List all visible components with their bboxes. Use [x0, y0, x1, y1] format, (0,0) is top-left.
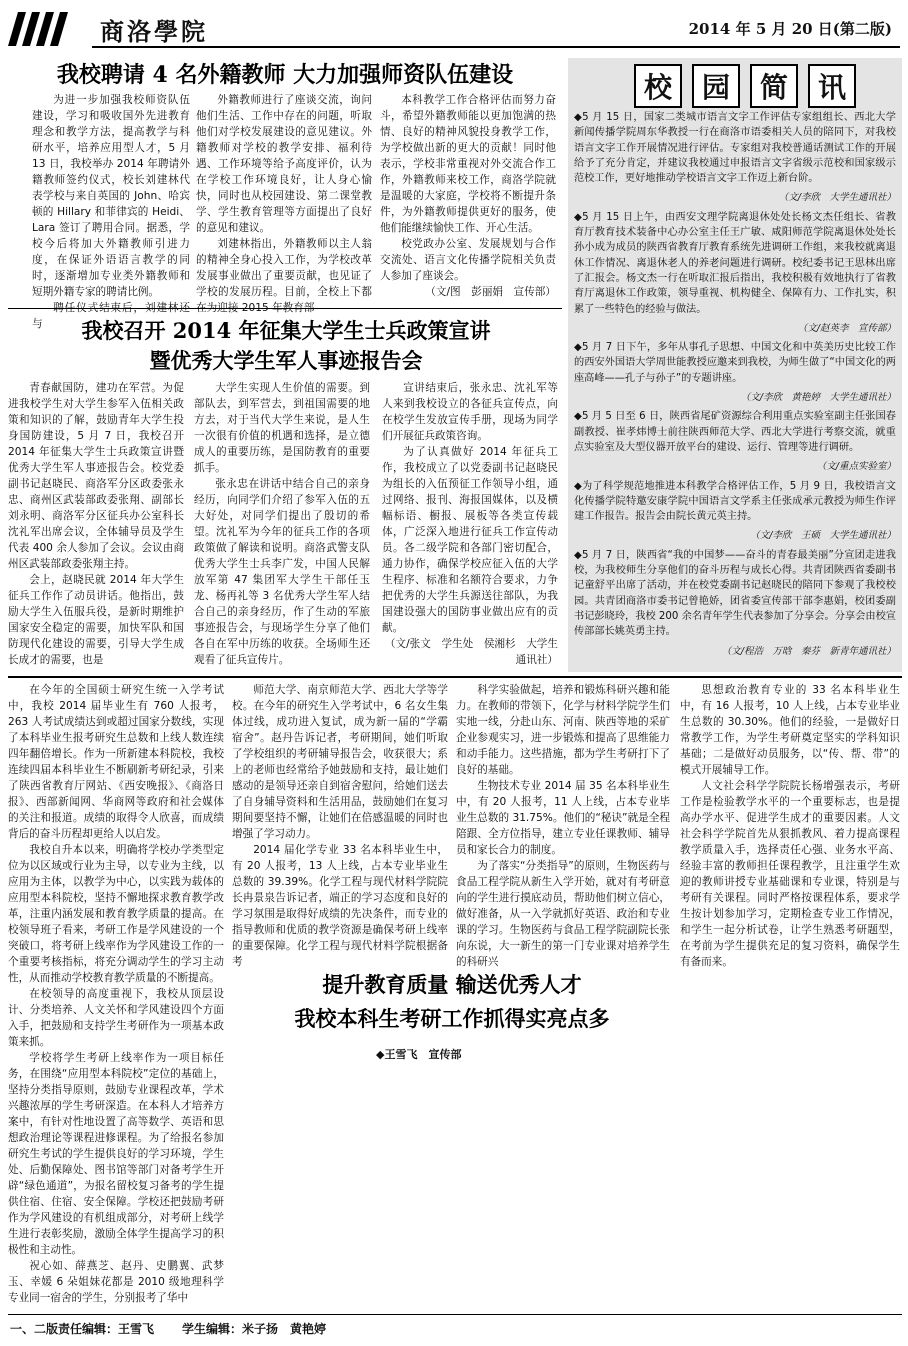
sidebar-title-char: 讯 [808, 64, 856, 108]
article3-paragraph: 学校将学生考研上线率作为一项目标任务，在围绕“应用型本科院校”定位的基础上，坚持分类指导原则，鼓励专业课程改革，学术兴趣浓厚的学生考研深造。在本科人才培养方案中，有针对性地设置了高等数学、英语和思想政治理论等课程进修课程。为了给报名参加研究生考试的学生提供良好的学习环境，学生处、后勤保障处、图书馆等部门对备考学生开辟“绿色通道”，为报名留校复习备考的学生提供住宿、住宿、安全保障。学校还把鼓励考研作为学风建设的有机组成部分，对考研上线学生进行表彰奖励，激励全体学生提高学习的积极性和主动性。 [8, 1052, 224, 1256]
page-header [8, 10, 900, 48]
article2-column [382, 380, 558, 670]
article2-title-line: 暨优秀大学生军人事迹报告会 [149, 348, 423, 373]
article3-paragraph: 人文社会科学学院院长杨增强表示，考研工作是检验教学水平的一个重要标志，也是提高办学水平、促进学生成才的重要因素。人文社会科学学院首先从狠抓教风、着力提高课程教学质量入手，选择责任心强、业务水平高、经验丰富的教师担任课程教学，且注重学生欢迎的教师讲授专业基础课和专业课，特别是与考研有关课程。同时严格按课程体系，要求学生按计划参加学习，定期检查专业工作情况，和学生一起分析试卷，让学生熟悉考研题型，在考前为学生提供充足的复习资料，确保学生有备而来。 [680, 780, 900, 968]
issue-date: 2014 年 5 月 20 日(第二版) [688, 20, 892, 38]
news-source: （文/重点实验室） [816, 461, 896, 473]
article1-paragraph: 刘建林指出，外籍教师以主人翁的精神全身心投入工作，为学校改革发展事业做出了重要贡献，也见证了学校的发展历程。目前，全校上下都在为迎接 2015 年教育部 [196, 238, 372, 314]
article1-paragraph: 外籍教师进行了座谈交流，询问他们生活、工作中存在的问题，听取他们对学校发展建设的意见建议。外籍教师对学校的教学安排、福利待遇、工作环境等给予高度评价，认为在学校工作环境良好，让人身心愉快，同时也从校园建设、第二课堂教学、学生教育管理等方面提出了良好的意见和建议。 [196, 94, 372, 234]
article2-title [10, 316, 562, 376]
campus-news-sidebar [568, 58, 902, 672]
article3-continuation [232, 1066, 670, 1312]
article1-signature: （文/图 彭丽娟 宣传部） [425, 286, 556, 298]
footer-student-editors: 学生编辑：米子扬 黄艳婷 [182, 1322, 327, 1336]
news-item: ◆5 月 7 日，陕西省“我的中国梦——奋斗的青春最美丽”分宣团走进我校，为我校师生分享他们的奋斗历程与成长心得。共青团陕西省委副书记童舒平出席了活动，并在校党委副书记赵晓民的陪同下参观了我校校园。共青团商洛市委书记曾艳娇，团省委宣传部干部李惠娟，校团委副书记彭晓玲，我校 200 余名青年学生代表参加了分享会。分享会由校宣传部部长姚英勇主持。 [574, 549, 896, 638]
article3-paragraph: 为了落实“分类指导”的原则，生物医药与食品工程学院从新生入学开始，就对有考研意向的学生进行摸底动员，帮助他们树立信心，做好准备，从一入学就抓好英语、政治和专业课的学习。生物医药与食品工程学院副院长张向东说，大一新生的第一门专业课对培养学生的科研兴 [456, 860, 670, 968]
news-source: （文/李欣 黄艳婷 大学生通讯社） [740, 392, 896, 404]
header-rule [92, 46, 900, 48]
article3-column [8, 682, 224, 1312]
section-divider [8, 308, 562, 309]
article3-byline: ◆王雪飞 宣传部 [376, 1048, 462, 1061]
news-item: ◆5 月 15 日上午，由西安文理学院离退休处处长杨文杰任组长、省教育厅教育技术装备中心办公室主任王广敏、咸阳师范学院离退休处处长孙小成为成员的陕西省教育厅教育系统先进调研工作组，来我校就离退休工作情况、离退休老人的养老问题进行调研。校纪委书记王思林出席了汇报会。杨文杰一行在听取汇报后指出，我校积极有效地执行了省教育厅离退休工作政策，领导重视、机构健全、保障有力、工作扎实，积累了一些特色的经验与做法。 [574, 211, 896, 315]
article1-column [196, 92, 372, 314]
article3-column [456, 682, 670, 968]
sidebar-title-char: 简 [750, 64, 798, 108]
sidebar-title-char: 园 [692, 64, 740, 108]
article2-paragraph: 宣讲结束后，张永忠、沈礼军等人来到我校设立的各征兵宣传点，向在校学生发放宣传手册，现场为同学们开展征兵政策咨询。 [382, 382, 558, 442]
article2-signature: （文/张文 学生处 侯湘杉 大学生通讯社） [384, 638, 558, 666]
news-item: ◆5 月 15 日，国家二类城市语言文字工作评估专家组组长、西北大学新闻传播学院周东华教授一行在商洛市语委相关人员的陪同下，对我校语言文字工作开展情况进行评估。专家组对我校普通话测试工作的开展给予了充分肯定，并建议我校通过申报语言文字省级示范校和国家级示范校工作，更好地推动学校语言文字工作迈上新台阶。 [574, 112, 896, 185]
article1-title: 我校聘请 4 名外籍教师 大力加强师资队伍建设 [56, 62, 514, 88]
sidebar-news-list [574, 110, 896, 663]
article2-column [8, 380, 184, 670]
article1-column [32, 92, 190, 330]
article1-paragraph: 聘任仪式结束后，刘建林还与 [32, 302, 190, 330]
article2-paragraph: 青春献国防，建功在军营。为促进我校学生对大学生参军入伍相关政策和知识的了解，鼓励青年大学生投身国防建设，5 月 7 日，我校召开 2014 年征集大学生士兵政策宣讲暨优秀大学生军人事迹报告会。校党委副书记赵晓民、商洛军分区政委张永忠、商州区武装部政委张翔、副部长刘永明、商洛军分区征兵办公室科长沈礼军出席会议，全体辅导员及学生代表 400 余人参加了会议。会议由商州区武装部政委张翔主持。 [8, 382, 184, 570]
news-item: ◆5 月 5 日至 6 日，陕西省尾矿资源综合利用重点实验室副主任张国春副教授、崔孝炜博士前往陕西师范大学、西北大学进行考察交流，就重点实验室及大型仪器开放平台的建设、运行、管理等进行调研。 [574, 411, 896, 453]
page-footer [10, 1320, 326, 1337]
article1-paragraph: 校党政办公室、发展规划与合作交流处、语言文化传播学院相关负责人参加了座谈会。 [380, 238, 556, 282]
article3-paragraph: 2014 届化学专业 33 名本科毕业生中，有 20 人报考，13 人上线，占本专业毕业生总数的 39.39%。化学工程与现代材料学院院长冉景泉告诉记者，端正的学习态度和良好的学习氛围是取得好成绩的先决条件，而专业的指导教师和优质的教学资源是确保考研上线率的重要保障。化学工程与现代材料学院根据备考 [232, 844, 448, 968]
section-divider [8, 676, 902, 678]
article2-paragraph: 张永忠在讲话中结合自己的亲身经历，向同学们介绍了参军入伍的五大好处，对同学们提出了殷切的希望。沈礼军为今年的征兵工作的各项政策做了解读和说明。商洛武警支队优秀大学生士兵李广发，中国人民解放军第 47 集团军大学生干部任玉龙、杨再礼等 3 名优秀大学生军人结合自己的亲身经历，作了生动的军旅事迹报告会，与现场学生分享了他们各自在军中历练的收获。全场师生还观看了征兵宣传片。 [194, 478, 370, 666]
sidebar-title-char: 校 [634, 64, 682, 108]
article3-paragraph: 生物技术专业 2014 届 35 名本科毕业生中，有 20 人报考，11 人上线，占本专业毕业生总数的 31.75%。他们的“秘诀”就是全程陪跟、全方位指导，建立专业任课教师、辅导员和家长合力的制度。 [456, 780, 670, 856]
article2-title-line: 我校召开 2014 年征集大学生士兵政策宣讲 [81, 318, 491, 343]
article3-paragraph: 在今年的全国硕士研究生统一入学考试中，我校 2014 届毕业生有 760 人报考，263 人考试成绩达到或超过国家分数线，实现了本科毕业生报考研究生总数和上线人数连续四年翻倍增长。作为一所新建本科院校，我校连续四届本科毕业生不断刷新考研纪录，引来了陕西省教育厅网站、《西安晚报》、《商洛日报》、西部新闻网、华商网等政府和社会媒体的关注和报道。成绩的取得令人欣喜，而成绩背后的奋斗历程却更给人以启发。 [8, 684, 224, 840]
masthead-stripes-icon [8, 12, 92, 46]
news-source: （文/程浩 万晗 秦芬 新青年通讯社） [721, 645, 896, 657]
article1-column [380, 92, 556, 302]
article3-paragraph: 思想政治教育专业的 33 名本科毕业生中，有 16 人报考，10 人上线，占本专业毕业生总数的 30.30%。他们的经验，一是做好日常教学工作，为学生考研奠定坚实的学科知识基础；二是做好动员服务，以“传、帮、带”的模式开展辅导工作。 [680, 684, 900, 776]
masthead: 商洛學院 [100, 17, 208, 46]
article3-paragraph: 科学实验做起，培养和锻炼科研兴趣和能力。在教师的带领下，化学与材料学院学生们实地一线，分赴山东、河南、陕西等地的采矿企业参观实习，进一步锻炼和提高了思维能力和动手能力。这些措施，都为学生考研打下了良好的基础。 [456, 684, 670, 776]
news-source: （文/赵英李 宣传部） [797, 322, 896, 334]
news-item: ◆5 月 7 日下午，多年从事孔子思想、中国文化和中英美历史比较工作的西安外国语大学周世能教授应邀来到我校，为师生做了“中国文化的两座高峰——孔子与孙子”的专题讲座。 [574, 342, 896, 384]
article2-paragraph: 为了认真做好 2014 年征兵工作，我校成立了以党委副书记赵晓民为组长的入伍预征工作领导小组，通过网络、报刊、海报国媒体，以及横幅标语、橱报、展板等各类宣传载体，广泛深入地进行征兵工作宣传动员。各二级学院和各部门密切配合，通力协作，确保学校应征入伍的大学生程序、标准和名额符合要求，力争把优秀的大学生兵源送往部队，为我国建设强大的国防事业做出应有的贡献。 [382, 446, 558, 634]
article3-paragraph: 祝心如、薛燕芝、赵丹、史鹏翼、武梦玉、幸媛 6 朵姐妹花都是 2010 级地理科学专业同一宿舍的学生，分别报考了华中 [8, 1260, 224, 1304]
article1-paragraph: 本科教学工作合格评估而努力奋斗，希望外籍教师能以更加饱满的热情、良好的精神风貌投身教学工作，为学校做出新的更大的贡献！同时他表示，学校非常重视对外交流合作工作，外籍教师来校工作，商洛学院就是温暖的大家庭，学校将不断提升条件，为外籍教师提供更好的服务，使他们能继续愉快工作、开心生活。 [380, 94, 556, 234]
news-item: ◆为了科学规范地推进本科教学合格评估工作，5 月 9 日，我校语言文化传播学院特邀安康学院中国语言文学系主任张成承元教授为师生作评建工作报告。报告会由院长黄元英主持。 [574, 480, 896, 523]
news-source: （文/李欣 大学生通讯社） [778, 192, 896, 204]
footer-rule [8, 1314, 902, 1315]
article2-paragraph: 会上，赵晓民就 2014 年大学生征兵工作作了动员讲话。他指出，鼓励大学生入伍服兵役，是新时期维护国家安全稳定的需要，加快军队和国防现代化建设的需要，引导大学生成长成才的需要，也是 [8, 574, 184, 666]
article3-title-line: 提升教育质量 输送优秀人才 [322, 972, 582, 997]
article1-paragraph: 为进一步加强我校师资队伍建设，学习和吸收国外先进教育理念和教学方法，提高教学与科研水平，培养应用型人才，5 月 13 日，我校举办 2014 年聘请外籍教师签约仪式，校长刘建林代表学校与来自英国的 John、哈宾顿的 Hillary 和菲律宾的 Heidi、Lara 签订了聘用合同。据悉，学校今后将加大外籍教师引进力度，在保证外语语言教学的同时，逐渐增加专业类外籍教师和短期外籍专家的聘请比例。 [32, 94, 190, 298]
article2-paragraph: 大学生实现人生价值的需要。到部队去，到军营去，到祖国需要的地方去，对于当代大学生来说，是人生一次很有价值的机遇和选择，是立德成人的重要历练，是国防教育的重要抓手。 [194, 382, 370, 474]
article3-paragraph: 师范大学、南京师范大学、西北大学等学校。在今年的研究生入学考试中，6 名女生集体过线，成功进入复试，成为新一届的“学霸宿舍”。赵丹告诉记者，考研期间，她们听取了学校组织的考研辅导报告会，收获很大；系上的老师也经常给予她鼓励和支持，最让她们感动的是领导还亲自到宿舍慰问，给她们送去了自身辅导资料和生活用品，鼓励她们在复习期间要坚持不懈，让她们在倍感温暖的同时也增强了学习动力。 [232, 684, 448, 840]
news-source: （文/李欣 王硕 大学生通讯社） [750, 530, 896, 542]
article3-column [680, 682, 900, 1312]
article3-paragraph: 在校领导的高度重视下，我校从顶层设计、分类培养、人文关怀和学风建设四个方面入手，把鼓励和支持学生考研作为一项基本政策来抓。 [8, 988, 224, 1048]
article2-column [194, 380, 370, 670]
article3-column [232, 682, 448, 968]
article3-title [232, 968, 672, 1036]
article3-title-line: 我校本科生考研工作抓得实亮点多 [294, 1006, 610, 1031]
sidebar-title [634, 64, 856, 108]
article3-paragraph: 我校自升本以来，明确将学校办学类型定位为以区域或行业为主导，以专业为主线，以应用为主体，以教学为中心，以实践为载体的应用型本科院校，坚持不懈地探求教育教学改革，注重内涵发展和教育教学质量的提高。在校领导班子看来，考研工作是学风建设的一个突破口，将考研上线率作为学风建设工作的一个重要考核指标，将充分调动学生的学习主动性，从而推动学校教育教学质量的不断提高。 [8, 844, 224, 984]
footer-editors: 一、二版责任编辑：王雪飞 [10, 1322, 155, 1336]
